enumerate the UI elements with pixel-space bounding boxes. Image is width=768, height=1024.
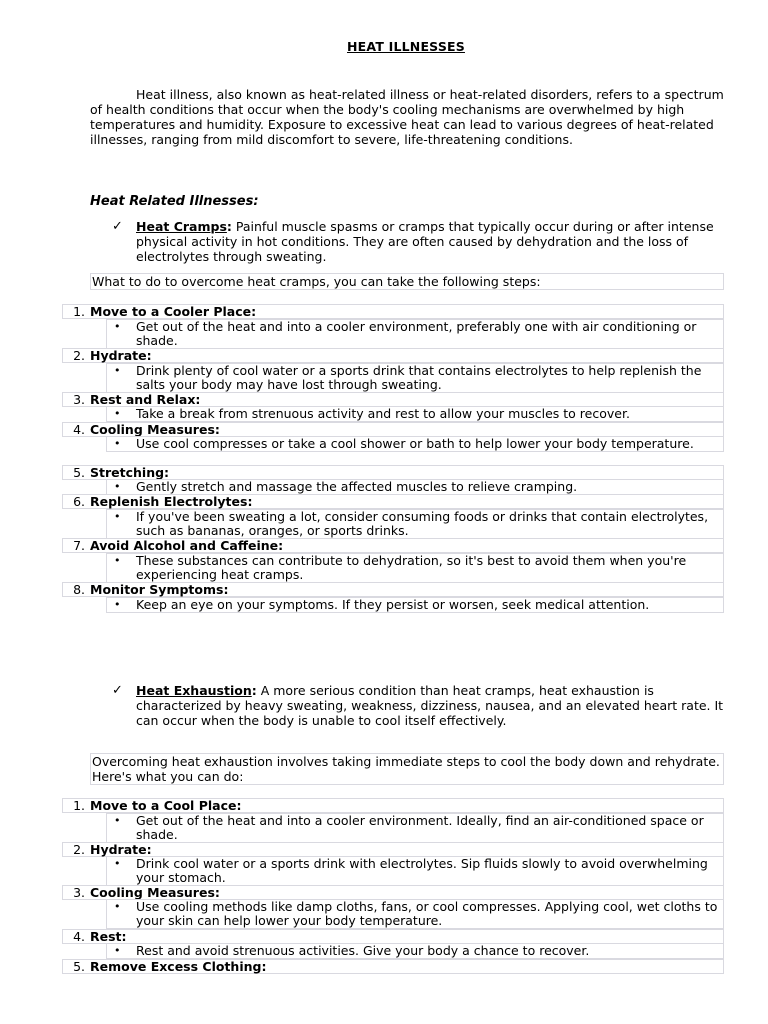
step-bullet [106, 406, 724, 422]
step-bullet [106, 856, 724, 886]
step-bullet [106, 363, 724, 393]
step-bullet-text: Gently stretch and massage the affected muscles to relieve cramping. [136, 479, 578, 494]
step-heading: Rest: [90, 929, 127, 944]
step-bullet [106, 319, 724, 349]
numbered-step [62, 885, 724, 900]
step-bullet [106, 509, 724, 539]
bullet-icon: • [114, 320, 121, 333]
numbered-step [62, 582, 724, 597]
heat-exhaustion-description: A more serious condition than heat cramps, heat exhaustion is characterized by heavy sweating, weakness, dizziness, nausea, and an elevated heart rate. It can occur when the body is unable to cool itself effectively. [136, 683, 724, 728]
step-bullet [106, 597, 724, 613]
numbered-step [62, 959, 724, 974]
heat-cramps-description: Painful muscle spasms or cramps that typically occur during or after intense physical activity in hot conditions. They are often caused by dehydration and the loss of electrolytes through sweating. [136, 219, 714, 264]
numbered-step [62, 348, 724, 363]
exhaustion-steps-intro: Overcoming heat exhaustion involves taking immediate steps to cool the body down and rehydrate. Here's what you can do: [90, 753, 724, 785]
intro-paragraph: Heat illness, also known as heat-related illness or heat-related disorders, refers to a spectrum of health conditions that occur when the body's cooling mechanisms are overwhelmed by high temperatures and humidity. Exposure to excessive heat can lead to various degrees of heat-related illnesses, ranging from mild discomfort to severe, life-threatening conditions. [90, 87, 724, 147]
step-bullet-text: If you've been sweating a lot, consider consuming foods or drinks that contain electrolytes, such as bananas, oranges, or sports drinks. [136, 509, 709, 538]
step-number: 4. [73, 929, 85, 944]
step-heading: Remove Excess Clothing: [90, 959, 267, 974]
numbered-step [62, 538, 724, 553]
heat-cramps-item [112, 219, 724, 264]
step-heading: Replenish Electrolytes: [90, 494, 253, 509]
step-heading: Stretching: [90, 465, 170, 480]
step-number: 2. [73, 348, 85, 363]
numbered-step [62, 929, 724, 944]
bullet-icon: • [114, 814, 121, 827]
numbered-step [62, 494, 724, 509]
step-number: 5. [73, 465, 85, 480]
step-heading: Move to a Cooler Place: [90, 304, 257, 319]
bullet-icon: • [114, 407, 121, 420]
step-bullet-text: Get out of the heat and into a cooler environment, preferably one with air conditioning or shade. [136, 319, 697, 348]
bullet-icon: • [114, 364, 121, 377]
step-bullet [106, 553, 724, 583]
step-number: 3. [73, 885, 85, 900]
numbered-step [62, 798, 724, 813]
step-number: 8. [73, 582, 85, 597]
step-number: 7. [73, 538, 85, 553]
step-bullet-text: Take a break from strenuous activity and rest to allow your muscles to recover. [136, 406, 630, 421]
step-number: 1. [73, 304, 85, 319]
step-bullet-text: Use cooling methods like damp cloths, fans, or cool compresses. Applying cool, wet cloths to your skin can help lower your body temperature. [136, 899, 718, 928]
step-bullet [106, 436, 724, 452]
step-number: 4. [73, 422, 85, 437]
step-bullet [106, 479, 724, 495]
step-number: 3. [73, 392, 85, 407]
step-heading: Cooling Measures: [90, 422, 220, 437]
step-number: 1. [73, 798, 85, 813]
step-bullet-text: These substances can contribute to dehydration, so it's best to avoid them when you're experiencing heat cramps. [136, 553, 687, 582]
cramps-steps-intro: What to do to overcome heat cramps, you can take the following steps: [90, 273, 724, 290]
section-heading: Heat Related Illnesses: [90, 194, 259, 209]
checkmark-icon: ✓ [112, 683, 123, 698]
numbered-step [62, 392, 724, 407]
bullet-icon: • [114, 598, 121, 611]
bullet-icon: • [114, 900, 121, 913]
step-number: 5. [73, 959, 85, 974]
heat-exhaustion-term: Heat Exhaustion [136, 683, 252, 698]
bullet-icon: • [114, 857, 121, 870]
step-heading: Hydrate: [90, 842, 152, 857]
bullet-icon: • [114, 554, 121, 567]
step-bullet-text: Drink plenty of cool water or a sports drink that contains electrolytes to help replenish the salts your body may have lost through sweating. [136, 363, 702, 392]
step-bullet-text: Get out of the heat and into a cooler environment. Ideally, find an air-conditioned space or shade. [136, 813, 704, 842]
numbered-step [62, 304, 724, 319]
step-heading: Move to a Cool Place: [90, 798, 242, 813]
step-heading: Rest and Relax: [90, 392, 201, 407]
term-colon: : [226, 219, 232, 234]
bullet-icon: • [114, 480, 121, 493]
step-number: 6. [73, 494, 85, 509]
step-number: 2. [73, 842, 85, 857]
step-bullet-text: Rest and avoid strenuous activities. Give your body a chance to recover. [136, 943, 590, 958]
numbered-step [62, 842, 724, 857]
step-bullet-text: Drink cool water or a sports drink with electrolytes. Sip fluids slowly to avoid overwhelming your stomach. [136, 856, 708, 885]
step-bullet [106, 899, 724, 929]
step-heading: Hydrate: [90, 348, 152, 363]
term-colon: : [251, 683, 257, 698]
step-heading: Avoid Alcohol and Caffeine: [90, 538, 284, 553]
bullet-icon: • [114, 437, 121, 450]
page-title: HEAT ILLNESSES [347, 39, 465, 54]
step-bullet-text: Keep an eye on your symptoms. If they persist or worsen, seek medical attention. [136, 597, 650, 612]
heat-exhaustion-item [112, 683, 724, 728]
step-bullet-text: Use cool compresses or take a cool shower or bath to help lower your body temperature. [136, 436, 694, 451]
step-heading: Monitor Symptoms: [90, 582, 229, 597]
bullet-icon: • [114, 510, 121, 523]
numbered-step [62, 422, 724, 437]
step-bullet [106, 813, 724, 843]
heat-cramps-term: Heat Cramps [136, 219, 227, 234]
numbered-step [62, 465, 724, 480]
bullet-icon: • [114, 944, 121, 957]
step-bullet [106, 943, 724, 959]
checkmark-icon: ✓ [112, 219, 123, 234]
step-heading: Cooling Measures: [90, 885, 220, 900]
